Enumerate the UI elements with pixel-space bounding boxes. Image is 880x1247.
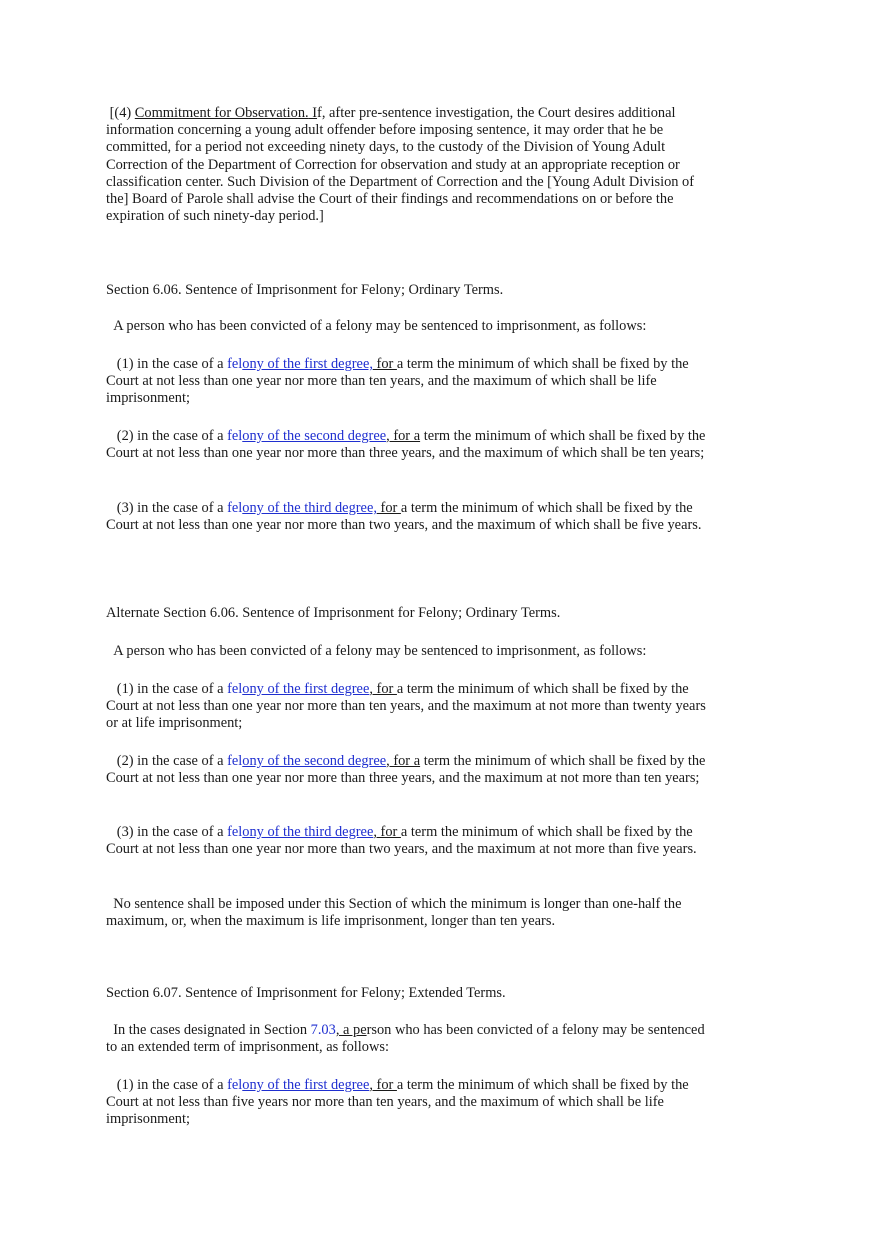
felony-first-degree-link[interactable]: felony of the first degree, (227, 356, 373, 372)
felony-first-degree-link[interactable]: felony of the first degree (227, 1077, 370, 1093)
section-606-item-2: (2) in the case of a felony of the second degree, for a term the minimum of which shall be fixed by the Court at not less than one year nor more than three years, and the maximum of which shall be ten years; (106, 428, 706, 462)
felony-second-degree-link[interactable]: felony of the second degree (227, 428, 387, 444)
heading-tail: I (308, 105, 318, 121)
section-606-title: Section 6.06. Sentence of Imprisonment for Felony; Ordinary Terms. (106, 282, 504, 298)
commitment-paragraph (106, 105, 718, 225)
section-607-item-1: (1) in the case of a felony of the first degree, for a term the minimum of which shall be fixed by the Court at not less than five years nor more than ten years, and the maximum of which shall be life imprisonment; (106, 1077, 689, 1128)
alternate-606-closing: No sentence shall be imposed under this Section of which the minimum is longer than one-half the maximum, or, when the maximum is life imprisonment, longer than ten years. (106, 896, 682, 930)
section-606-item-3: (3) in the case of a felony of the third degree, for a term the minimum of which shall be fixed by the Court at not less than one year nor more than two years, and the maximum of which shall be five years. (106, 500, 702, 534)
paragraph-text: f, after pre-sentence investigation, the Court desires additional information concerning a young adult offender before imposing sentence, it may order that he be committed, for a period not exceeding ninety days, to the custody of the Division of Young Adult Correction of the Department of Correction for observation and study at an appropriate reception or classification center. Such Division of the Department of Correction and the [Young Adult Division of the] Board of Parole shall advise the Court of their findings and recommendations on or before the expiration of such ninety-day period.] (106, 105, 695, 225)
section-703-link[interactable]: 7.03 (310, 1022, 336, 1038)
felony-second-degree-link[interactable]: felony of the second degree (227, 753, 387, 769)
section-606-lead: A person who has been convicted of a felony may be sentenced to imprisonment, as follows: (113, 318, 647, 334)
felony-third-degree-link[interactable]: felony of the third degree, (227, 500, 377, 516)
bracket-open: [(4) (109, 105, 135, 121)
alternate-606-title: Alternate Section 6.06. Sentence of Imprisonment for Felony; Ordinary Terms. (106, 605, 561, 621)
section-607-lead: In the cases designated in Section 7.03, a person who has been convicted of a felony may be sentenced to an extended term of imprisonment, as follows: (106, 1022, 705, 1056)
felony-third-degree-link[interactable]: felony of the third degree (227, 824, 374, 840)
felony-first-degree-link[interactable]: felony of the first degree (227, 681, 370, 697)
section-607-title: Section 6.07. Sentence of Imprisonment for Felony; Extended Terms. (106, 985, 506, 1001)
alternate-606-lead: A person who has been convicted of a felony may be sentenced to imprisonment, as follows: (113, 643, 647, 659)
alternate-606-item-2: (2) in the case of a felony of the second degree, for a term the minimum of which shall be fixed by the Court at not less than one year nor more than three years, and the maximum at not more than ten years; (106, 753, 706, 787)
alternate-606-item-3: (3) in the case of a felony of the third degree, for a term the minimum of which shall be fixed by the Court at not less than one year nor more than two years, and the maximum at not more than five years. (106, 824, 697, 858)
paragraph-heading: Commitment for Observation. (134, 105, 309, 121)
section-606-item-1: (1) in the case of a felony of the first degree, for a term the minimum of which shall be fixed by the Court at not less than one year nor more than ten years, and the maximum of which shall be life imprisonment; (106, 356, 689, 407)
alternate-606-item-1: (1) in the case of a felony of the first degree, for a term the minimum of which shall be fixed by the Court at not less than one year nor more than ten years, and the maximum at not more than twenty years or at life imprisonment; (106, 681, 706, 732)
